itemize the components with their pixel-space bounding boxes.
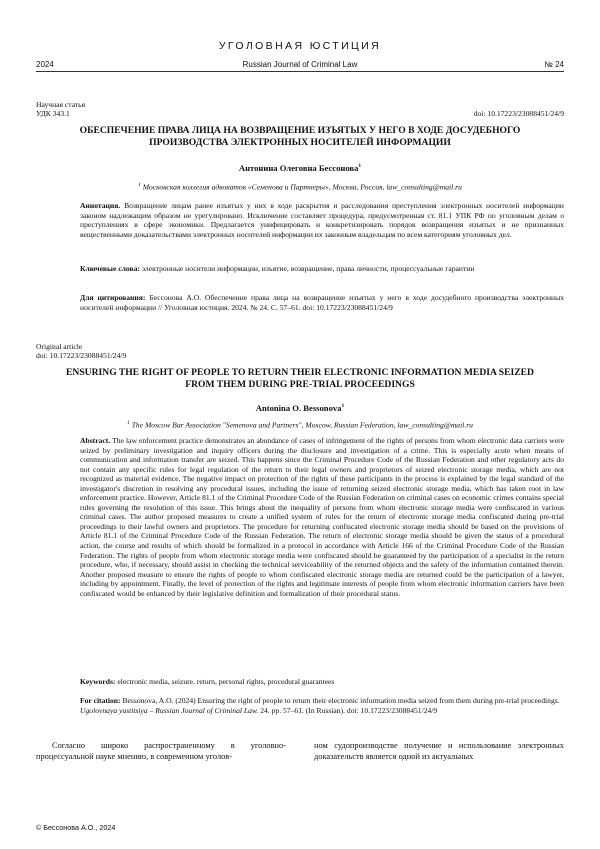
header-journal-en: Russian Journal of Criminal Law: [242, 60, 358, 69]
copyright-notice: © Бессонова А.О., 2024: [36, 823, 116, 832]
udc-code: УДК 343.1: [36, 109, 70, 118]
citation-ru: [80, 293, 564, 312]
affiliation-ru: [0, 182, 600, 192]
article-type-en: Original article: [36, 342, 83, 351]
body-column-left: Согласно широко распространенному в уголовно-процессуальной науке мнению, в современном уголов-: [36, 741, 286, 761]
author-en-name: Antonina O. Bessonova: [255, 403, 342, 413]
keywords-ru-label: Ключевые слова:: [80, 264, 140, 273]
citation-en-label: For citation:: [80, 696, 121, 705]
citation-en: [80, 696, 564, 715]
keywords-en-label: Keywords:: [80, 677, 116, 686]
affiliation-en: [0, 420, 600, 430]
keywords-en: [80, 677, 564, 686]
citation-en-part1: Bessonova, A.O. (2024) Ensuring the right of people to return their electronic information media seized from them during pre-trial proceedings.: [122, 696, 560, 705]
header-rule: [36, 71, 564, 72]
author-ru-name: Антонина Олеговна Бессонова: [238, 163, 359, 173]
citation-en-part2: 24. pp. 57–61. (In Russian). doi: 10.17223/23088451/24/9: [260, 705, 438, 715]
author-en-sup: 1: [341, 403, 345, 410]
author-en: [0, 403, 600, 413]
abstract-en-text: The law enforcement practice demonstrates an abundance of cases of infringement of the rights of persons from whom electronic data carriers were seized by preliminary investigation and inquiry officers during the disclosure and investigation of a crime. This is especially acute when means of communication and information transfer are seized. This happens since the Criminal Procedure Code of the Russian Federation and other regulatory acts do not contain any specific rules for legal regulation of the return to their legal owners and proprietors of seized electronic storage media, which are not recognized as material evidence. The negative impact on protection of the rights of these participants in the process is explained by the legal standard of the investigator's discretion in resolving any procedural issues, including the issue of returning seized electronic storage media, which has taken root in law enforcement practice. However, Article 81.1 of the Criminal Procedure Code of the Russian Federation on criminal cases on economic crimes contains special rules governing the resolution of this issue. This brings about the inequality of persons from whom electronic storage media were confiscated in various criminal cases. The author proposed measures to create a unified system of rules for the return of electronic storage media confiscated during pre-trial proceedings to their lawful owners and proprietors. The procedure for returning confiscated electronic storage media should be based on the provisions of Article 81.1 of the Criminal Procedure Code of the Russian Federation. The return of electronic storage media should be given the status of a procedural action, the course and results of which should be formalized in a protocol in accordance with Article 166 of the Criminal Procedure Code of the Russian Federation. The rights of people from whom electronic storage media were confiscated should be guaranteed by the participation of a specialist in the return procedure, who, if necessary, should assist in checking the technical serviceability of the returned objects and the safety of the information contained therein. Another proposed measure to ensure the rights of people to whom confiscated electronic storage media are returned could be the participation of a lawyer, including by appointment. Finally, the level of protection of the rights and legitimate interests of people from whom electronic information carriers have been confiscated would be enhanced by their legislative definition and formalization of their procedural status.: [80, 436, 565, 598]
journal-title: УГОЛОВНАЯ ЮСТИЦИЯ: [218, 40, 382, 52]
article-type-ru: Научная статья: [36, 100, 86, 109]
abstract-en: [80, 436, 564, 598]
abstract-ru: [80, 201, 564, 239]
body-column-right: ном судопроизводстве получение и использование электронных доказательств является одной из актуальных: [314, 741, 564, 761]
author-ru-sup: 1: [358, 163, 362, 170]
title-ru: ОБЕСПЕЧЕНИЕ ПРАВА ЛИЦА НА ВОЗВРАЩЕНИЕ ИЗЪЯТЫХ У НЕГО В ХОДЕ ДОСУДЕБНОГО ПРОИЗВОДСТВА ЭЛЕКТРОННЫХ НОСИТЕЛЕЙ ИНФОРМАЦИИ: [79, 125, 521, 148]
affil-en-text: The Moscow Bar Association "Semenova and Partners", Moscow, Russian Federation, law_consulting@mail.ru: [131, 420, 473, 430]
affil-ru-sup: 1: [138, 182, 141, 188]
citation-en-journal: Ugolovnaya yustitsiya – Russian Journal of Criminal Law.: [80, 705, 259, 715]
keywords-en-text: electronic media, seizure, return, personal rights, procedural guarantees: [117, 677, 335, 686]
header-issue: № 24: [544, 60, 564, 69]
citation-ru-text: Бессонова А.О. Обеспечение права лица на возвращение изъятых у него в ходе досудебного производства электронных носителей информации // Уголовная юстиция. 2024. № 24. С. 57–61. doi: 10.17223/23088451/24/9: [80, 293, 564, 312]
keywords-ru: [80, 264, 564, 274]
doi-en: doi: 10.17223/23088451/24/9: [36, 351, 127, 360]
abstract-ru-label: Аннотация.: [80, 201, 121, 210]
abstract-en-label: Abstract.: [80, 436, 111, 445]
author-ru: [0, 163, 600, 173]
affil-ru-text: Московская коллегия адвокатов «Семенова и Партнеры», Москва, Россия, law_consulting@mail.ru: [142, 182, 462, 192]
keywords-ru-text: электронные носители информации, изъятие, возвращение, права личности, процессуальные гарантии: [141, 264, 475, 273]
header-year: 2024: [36, 60, 54, 69]
abstract-ru-text: Возвращение лицам ранее изъятых у них в ходе раскрытия и расследования преступления электронных носителей информации законом надлежащим образом не урегулировано. Исключение составляет процедура, предусмотренная ст. 81.1 УПК РФ по уголовным делам о преступлениях в сфере экономики. Предлагается унифицировать и конкретизировать порядок возвращения изъятых и не признанных вещественными доказательствами электронных носителей информации их законным владельцам по всем категориям уголовных дел.: [80, 201, 564, 239]
doi-ru: doi: 10.17223/23088451/24/9: [473, 109, 564, 118]
title-en: ENSURING THE RIGHT OF PEOPLE TO RETURN THEIR ELECTRONIC INFORMATION MEDIA SEIZED FROM THEM DURING PRE-TRIAL PROCEEDINGS: [66, 367, 534, 390]
affil-en-sup: 1: [127, 420, 130, 426]
citation-ru-label: Для цитирования:: [80, 293, 146, 302]
